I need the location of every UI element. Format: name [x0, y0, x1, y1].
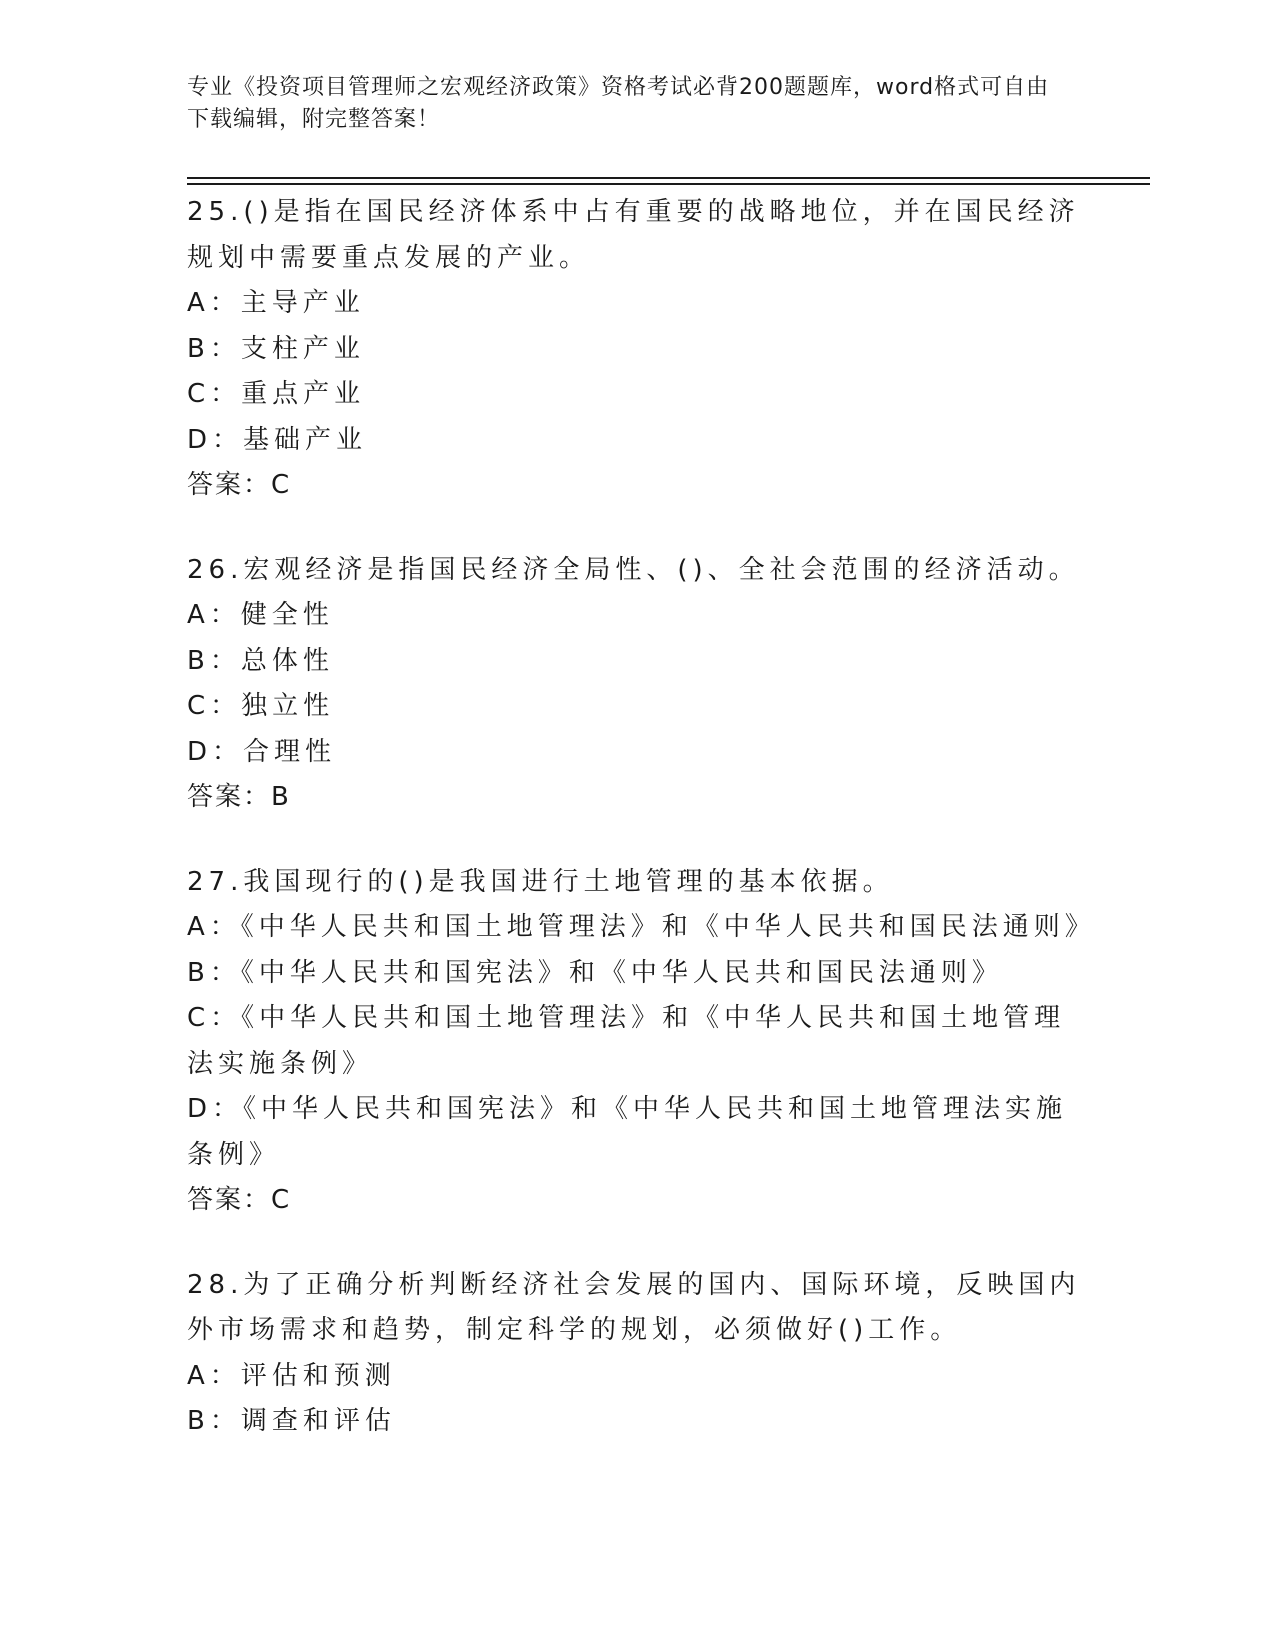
- question-stem: 25.()是指在国民经济体系中占有重要的战略地位，并在国民经济规划中需要重点发展的产业。: [187, 197, 1080, 273]
- question-list: [187, 190, 1096, 1484]
- option-c: C：重点产业: [187, 379, 366, 409]
- answer-text: 答案：B: [187, 782, 291, 812]
- option-b: B：支柱产业: [187, 333, 365, 364]
- document-header: [187, 72, 1067, 136]
- answer-text: 答案：C: [187, 1185, 292, 1215]
- header-divider-line: [187, 177, 1150, 179]
- option-a: A：《中华人民共和国土地管理法》和《中华人民共和国民法通则》: [187, 912, 1096, 942]
- option-b: B：《中华人民共和国宪法》和《中华人民共和国民法通则》: [187, 957, 1003, 988]
- question-26: [187, 548, 1092, 821]
- option-c: C：独立性: [187, 691, 335, 721]
- option-d: D：《中华人民共和国宪法》和《中华人民共和国土地管理法实施条例》: [187, 1094, 1068, 1170]
- option-a: A：健全性: [187, 600, 334, 630]
- answer-text: 答案：C: [187, 470, 292, 500]
- option-b: B：总体性: [187, 645, 334, 676]
- option-d: D：合理性: [187, 736, 337, 767]
- question-27: [187, 860, 1096, 1224]
- option-d: D：基础产业: [187, 424, 368, 455]
- question-25: [187, 190, 1092, 509]
- option-b: B：调查和评估: [187, 1406, 396, 1436]
- question-stem: 28.为了正确分析判断经济社会发展的国内、国际环境，反映国内外市场需求和趋势，制定科学的规划，必须做好()工作。: [187, 1269, 1081, 1345]
- question-stem: 26.宏观经济是指国民经济全局性、()、全社会范围的经济活动。: [187, 554, 1080, 585]
- question-28: [187, 1263, 1092, 1445]
- header-intro-text: 专业《投资项目管理师之宏观经济政策》资格考试必背200题题库，word格式可自由下载编辑，附完整答案！: [187, 75, 1050, 132]
- option-c: C：《中华人民共和国土地管理法》和《中华人民共和国土地管理法实施条例》: [187, 1003, 1066, 1079]
- option-a: A：主导产业: [187, 288, 365, 318]
- option-a: A：评估和预测: [187, 1360, 396, 1391]
- header-divider-line: [187, 183, 1150, 185]
- question-stem: 27.我国现行的()是我国进行土地管理的基本依据。: [187, 866, 894, 897]
